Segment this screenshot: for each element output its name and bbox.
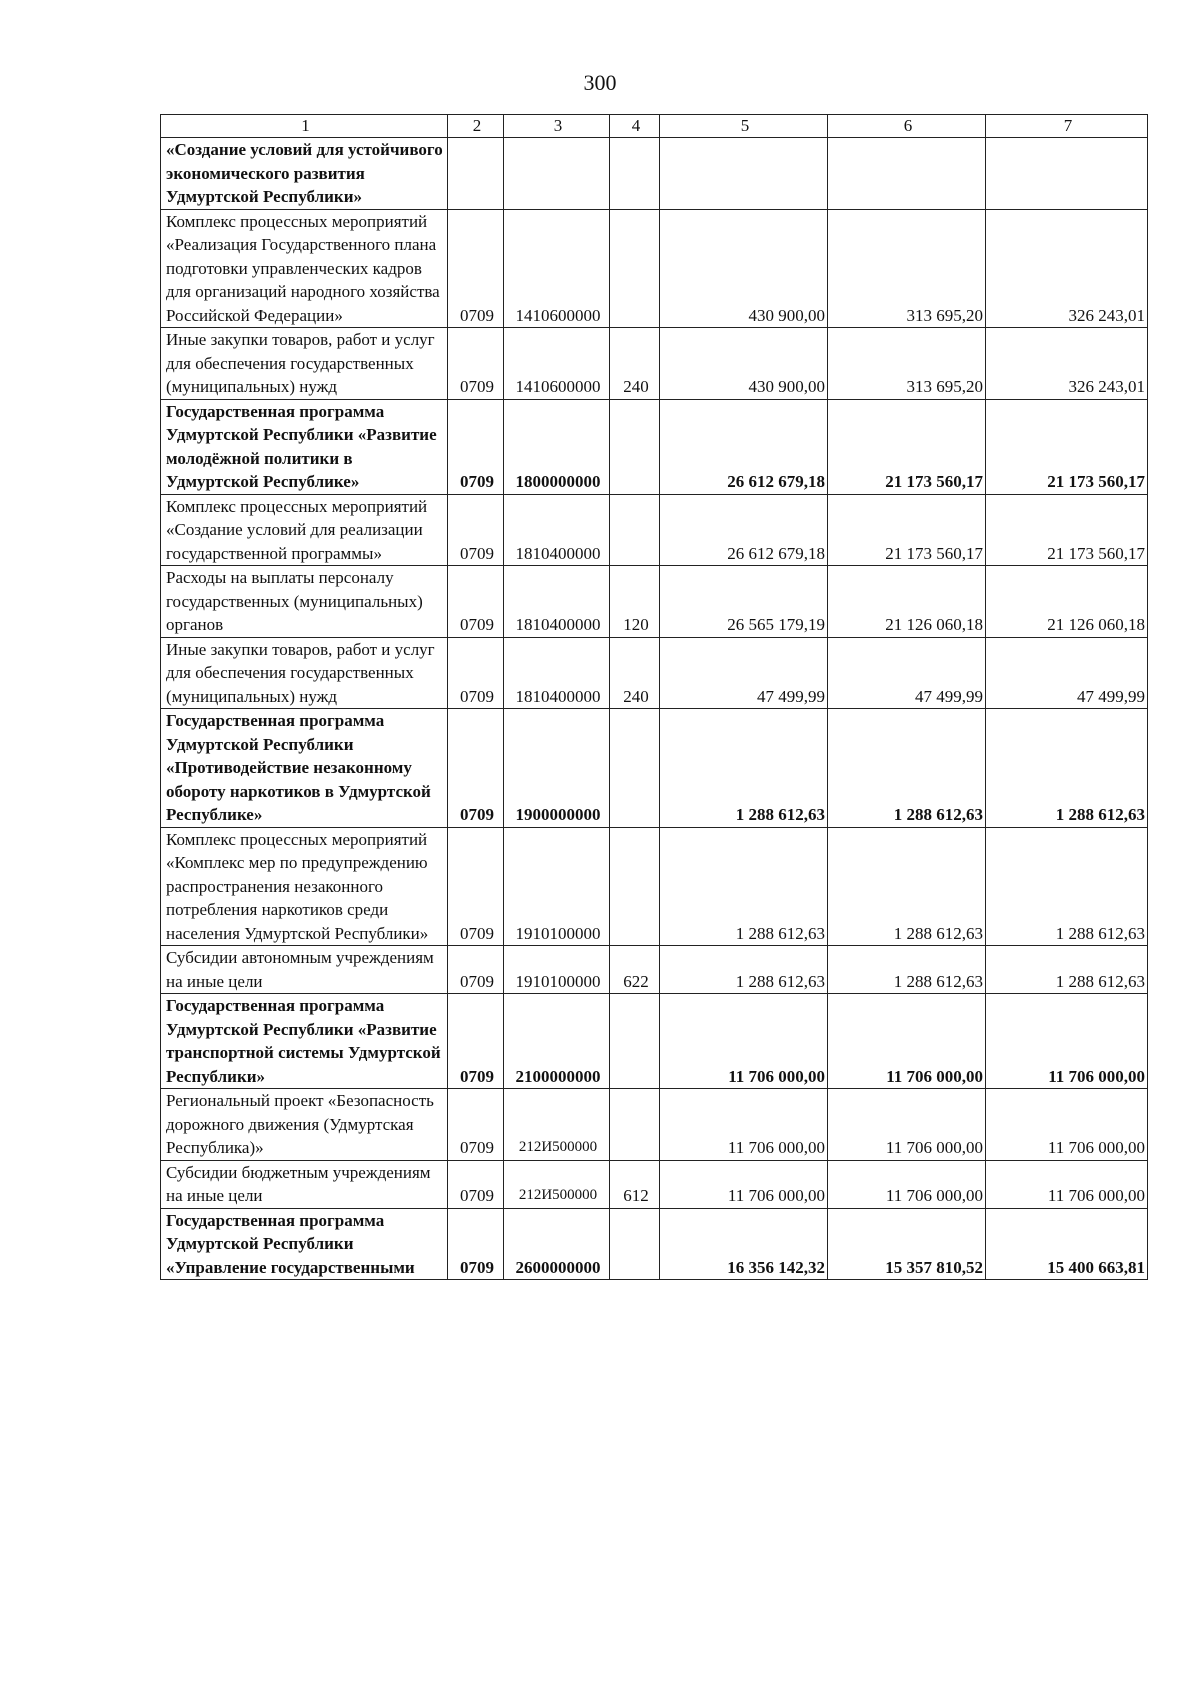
expense-name: Комплекс процессных мероприятий «Создание условий для реализации государственной программы» — [161, 494, 448, 566]
amount-col5: 430 900,00 — [660, 328, 828, 400]
amount-col6: 1 288 612,63 — [828, 827, 986, 946]
target-article-code: 2600000000 — [504, 1208, 610, 1280]
expense-type-code — [610, 827, 660, 946]
amount-col5: 11 706 000,00 — [660, 994, 828, 1089]
amount-col7: 1 288 612,63 — [986, 827, 1148, 946]
expense-name: Иные закупки товаров, работ и услуг для обеспечения государственных (муниципальных) нужд — [161, 328, 448, 400]
target-article-code: 1800000000 — [504, 399, 610, 494]
section-code: 0709 — [448, 946, 504, 994]
table-row — [161, 1160, 1148, 1208]
amount-col6: 1 288 612,63 — [828, 709, 986, 828]
table-row — [161, 209, 1148, 328]
section-code — [448, 138, 504, 210]
amount-col6 — [828, 138, 986, 210]
table-row — [161, 1089, 1148, 1161]
target-article-code: 212И500000 — [504, 1160, 610, 1208]
amount-col7: 1 288 612,63 — [986, 946, 1148, 994]
amount-col5: 430 900,00 — [660, 209, 828, 328]
table-row — [161, 637, 1148, 709]
amount-col5: 1 288 612,63 — [660, 827, 828, 946]
section-code: 0709 — [448, 566, 504, 638]
table-row — [161, 328, 1148, 400]
amount-col7: 21 126 060,18 — [986, 566, 1148, 638]
column-header: 2 — [448, 115, 504, 138]
amount-col6: 313 695,20 — [828, 209, 986, 328]
amount-col6: 313 695,20 — [828, 328, 986, 400]
expense-type-code — [610, 138, 660, 210]
expense-type-code: 120 — [610, 566, 660, 638]
amount-col7: 1 288 612,63 — [986, 709, 1148, 828]
amount-col5: 1 288 612,63 — [660, 709, 828, 828]
amount-col6: 11 706 000,00 — [828, 1160, 986, 1208]
section-code: 0709 — [448, 709, 504, 828]
budget-table — [160, 114, 1148, 1280]
expense-name: Государственная программа Удмуртской Республики «Развитие молодёжной политики в Удмуртской Республике» — [161, 399, 448, 494]
amount-col7: 11 706 000,00 — [986, 994, 1148, 1089]
section-code: 0709 — [448, 827, 504, 946]
table-row — [161, 709, 1148, 828]
expense-type-code — [610, 709, 660, 828]
expense-name: Иные закупки товаров, работ и услуг для обеспечения государственных (муниципальных) нужд — [161, 637, 448, 709]
section-code: 0709 — [448, 209, 504, 328]
expense-type-code — [610, 1089, 660, 1161]
table-row — [161, 494, 1148, 566]
table-row — [161, 946, 1148, 994]
amount-col7: 11 706 000,00 — [986, 1089, 1148, 1161]
amount-col5: 26 612 679,18 — [660, 399, 828, 494]
target-article-code: 1810400000 — [504, 566, 610, 638]
amount-col5: 11 706 000,00 — [660, 1160, 828, 1208]
table-row — [161, 827, 1148, 946]
table-row — [161, 1208, 1148, 1280]
amount-col6: 21 126 060,18 — [828, 566, 986, 638]
expense-type-code: 622 — [610, 946, 660, 994]
expense-name: Комплекс процессных мероприятий «Реализация Государственного плана подготовки управленческих кадров для организаций народного хозяйства Российской Федерации» — [161, 209, 448, 328]
amount-col7: 326 243,01 — [986, 209, 1148, 328]
column-number-row — [161, 115, 1148, 138]
target-article-code: 1900000000 — [504, 709, 610, 828]
amount-col6: 21 173 560,17 — [828, 494, 986, 566]
amount-col5: 26 565 179,19 — [660, 566, 828, 638]
section-code: 0709 — [448, 399, 504, 494]
column-header: 5 — [660, 115, 828, 138]
amount-col6: 11 706 000,00 — [828, 1089, 986, 1161]
expense-type-code — [610, 1208, 660, 1280]
section-code: 0709 — [448, 1160, 504, 1208]
section-code: 0709 — [448, 637, 504, 709]
expense-name: Государственная программа Удмуртской Республики «Противодействие незаконному обороту наркотиков в Удмуртской Республике» — [161, 709, 448, 828]
expense-type-code — [610, 209, 660, 328]
amount-col5: 1 288 612,63 — [660, 946, 828, 994]
expense-name: Региональный проект «Безопасность дорожного движения (Удмуртская Республика)» — [161, 1089, 448, 1161]
expense-name: Государственная программа Удмуртской Республики «Управление государственными — [161, 1208, 448, 1280]
target-article-code: 1910100000 — [504, 827, 610, 946]
expense-name: «Создание условий для устойчивого экономического развития Удмуртской Республики» — [161, 138, 448, 210]
expense-name: Расходы на выплаты персоналу государственных (муниципальных) органов — [161, 566, 448, 638]
section-code: 0709 — [448, 994, 504, 1089]
amount-col5: 16 356 142,32 — [660, 1208, 828, 1280]
expense-name: Комплекс процессных мероприятий «Комплекс мер по предупреждению распространения незаконного потребления наркотиков среди населения Удмуртской Республики» — [161, 827, 448, 946]
section-code: 0709 — [448, 328, 504, 400]
amount-col7: 21 173 560,17 — [986, 494, 1148, 566]
expense-name: Субсидии бюджетным учреждениям на иные цели — [161, 1160, 448, 1208]
amount-col6: 15 357 810,52 — [828, 1208, 986, 1280]
expense-name: Государственная программа Удмуртской Республики «Развитие транспортной системы Удмуртской Республики» — [161, 994, 448, 1089]
column-header: 4 — [610, 115, 660, 138]
amount-col7: 21 173 560,17 — [986, 399, 1148, 494]
amount-col6: 47 499,99 — [828, 637, 986, 709]
target-article-code: 1410600000 — [504, 209, 610, 328]
target-article-code — [504, 138, 610, 210]
target-article-code: 1410600000 — [504, 328, 610, 400]
amount-col5: 11 706 000,00 — [660, 1089, 828, 1161]
amount-col6: 11 706 000,00 — [828, 994, 986, 1089]
column-header: 6 — [828, 115, 986, 138]
target-article-code: 1810400000 — [504, 637, 610, 709]
amount-col7: 326 243,01 — [986, 328, 1148, 400]
page-number: 300 — [583, 70, 617, 95]
target-article-code: 1910100000 — [504, 946, 610, 994]
section-code: 0709 — [448, 494, 504, 566]
expense-type-code: 240 — [610, 328, 660, 400]
section-code: 0709 — [448, 1208, 504, 1280]
amount-col5 — [660, 138, 828, 210]
table-row — [161, 138, 1148, 210]
target-article-code: 2100000000 — [504, 994, 610, 1089]
column-header: 3 — [504, 115, 610, 138]
amount-col5: 26 612 679,18 — [660, 494, 828, 566]
expense-name: Субсидии автономным учреждениям на иные цели — [161, 946, 448, 994]
amount-col7 — [986, 138, 1148, 210]
amount-col6: 21 173 560,17 — [828, 399, 986, 494]
table-row — [161, 566, 1148, 638]
column-header: 1 — [161, 115, 448, 138]
column-header: 7 — [986, 115, 1148, 138]
amount-col7: 15 400 663,81 — [986, 1208, 1148, 1280]
amount-col7: 11 706 000,00 — [986, 1160, 1148, 1208]
target-article-code: 212И500000 — [504, 1089, 610, 1161]
table-row — [161, 994, 1148, 1089]
expense-type-code — [610, 994, 660, 1089]
amount-col5: 47 499,99 — [660, 637, 828, 709]
expense-type-code: 612 — [610, 1160, 660, 1208]
expense-type-code — [610, 399, 660, 494]
amount-col7: 47 499,99 — [986, 637, 1148, 709]
table-row — [161, 399, 1148, 494]
section-code: 0709 — [448, 1089, 504, 1161]
target-article-code: 1810400000 — [504, 494, 610, 566]
amount-col6: 1 288 612,63 — [828, 946, 986, 994]
expense-type-code — [610, 494, 660, 566]
expense-type-code: 240 — [610, 637, 660, 709]
